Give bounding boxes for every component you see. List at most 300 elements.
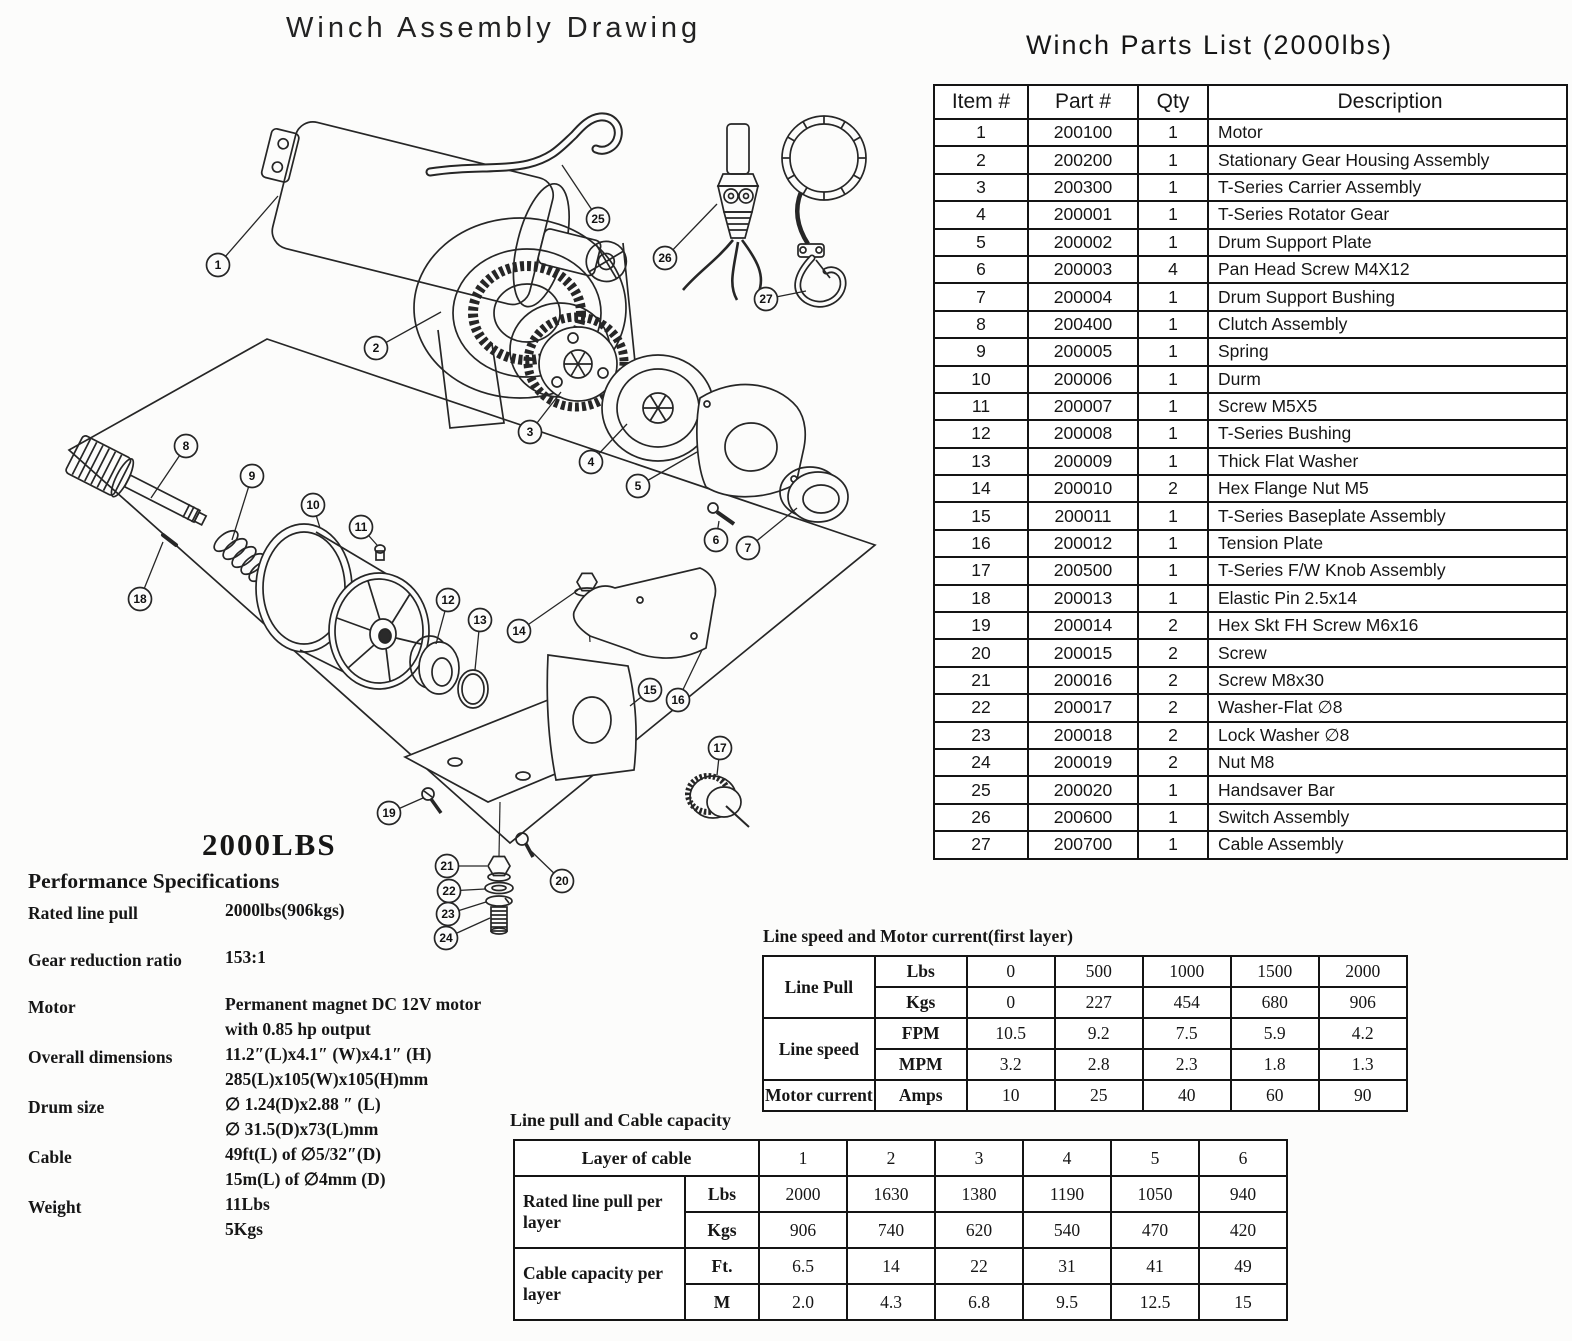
svg-text:3: 3 — [526, 425, 534, 440]
parts-cell-item-number: 5 — [934, 229, 1028, 256]
line-speed-body — [763, 956, 1407, 1111]
model-label: 2000LBS — [202, 827, 337, 862]
svg-text:27: 27 — [759, 292, 773, 307]
cable-capacity-value: 12.5 — [1111, 1284, 1199, 1320]
parts-table-row — [934, 338, 1567, 365]
parts-cell-item-number: 6 — [934, 256, 1028, 283]
line-speed-value: 2000 — [1319, 956, 1407, 987]
spec-list — [28, 898, 528, 1242]
parts-table-row — [934, 776, 1567, 803]
cable-capacity-value: 6.5 — [759, 1248, 847, 1284]
parts-cell-description: T-Series Bushing — [1208, 420, 1567, 447]
line-speed-value: 1500 — [1231, 956, 1319, 987]
parts-cell-description: Drum Support Bushing — [1208, 283, 1567, 310]
callout-6 — [705, 529, 728, 552]
spec-label: Weight — [28, 1197, 82, 1217]
parts-table-row — [934, 420, 1567, 447]
parts-header-description: Description — [1208, 85, 1567, 119]
parts-cell-qty: 1 — [1138, 502, 1208, 529]
spec-label: Cable — [28, 1147, 72, 1167]
winch-assembly-diagram — [0, 0, 935, 960]
parts-cell-description: Thick Flat Washer — [1208, 448, 1567, 475]
cable-capacity-unit: Ft. — [685, 1248, 759, 1284]
pan-head-screw-part — [708, 503, 734, 524]
parts-cell-item-number: 13 — [934, 448, 1028, 475]
line-speed-value: 40 — [1143, 1080, 1231, 1111]
cable-capacity-value: 1630 — [847, 1176, 935, 1212]
callout-13 — [469, 609, 492, 632]
cable-capacity-title: Line pull and Cable capacity — [510, 1110, 732, 1130]
callout-15 — [639, 679, 662, 702]
parts-cell-part-number: 200400 — [1028, 311, 1138, 338]
parts-cell-description: Drum Support Plate — [1208, 229, 1567, 256]
parts-cell-item-number: 2 — [934, 146, 1028, 173]
svg-text:5: 5 — [634, 479, 642, 494]
line-speed-value: 0 — [967, 987, 1055, 1018]
parts-cell-description: Switch Assembly — [1208, 804, 1567, 831]
line-speed-value: 1000 — [1143, 956, 1231, 987]
spec-value-line: 285(L)x105(W)x105(H)mm — [225, 1069, 429, 1089]
parts-table-row — [934, 475, 1567, 502]
parts-table-row — [934, 694, 1567, 721]
parts-cell-qty: 1 — [1138, 283, 1208, 310]
screw-m5-part — [375, 545, 385, 560]
svg-text:17: 17 — [713, 741, 727, 756]
cable-capacity-value: 1380 — [935, 1176, 1023, 1212]
spec-value-line: 5Kgs — [225, 1219, 263, 1239]
callout-17 — [709, 737, 732, 760]
cable-capacity-layer: 6 — [1199, 1140, 1287, 1176]
parts-cell-item-number: 25 — [934, 776, 1028, 803]
parts-cell-description: Hex Skt FH Screw M6x16 — [1208, 612, 1567, 639]
svg-text:18: 18 — [133, 592, 147, 607]
parts-table-row — [934, 639, 1567, 666]
spec-label: Motor — [28, 997, 76, 1017]
svg-text:20: 20 — [555, 874, 569, 889]
spec-values — [225, 1042, 431, 1092]
svg-text:21: 21 — [440, 859, 454, 874]
parts-cell-description: Hex Flange Nut M5 — [1208, 475, 1567, 502]
parts-table-row — [934, 283, 1567, 310]
line-speed-title: Line speed and Motor current(first layer) — [763, 926, 1073, 946]
spec-value-line: 2000lbs(906kgs) — [225, 900, 345, 920]
spec-values — [225, 1192, 270, 1242]
parts-cell-description: Durm — [1208, 366, 1567, 393]
line-speed-row — [763, 1080, 1407, 1111]
parts-cell-part-number: 200020 — [1028, 776, 1138, 803]
spec-label: Gear reduction ratio — [28, 950, 182, 970]
svg-text:25: 25 — [591, 212, 605, 227]
parts-table-row — [934, 557, 1567, 584]
parts-table-row — [934, 530, 1567, 557]
parts-cell-part-number: 200005 — [1028, 338, 1138, 365]
svg-text:6: 6 — [712, 533, 720, 548]
parts-cell-part-number: 200018 — [1028, 722, 1138, 749]
parts-cell-item-number: 17 — [934, 557, 1028, 584]
line-speed-value: 906 — [1319, 987, 1407, 1018]
parts-cell-qty: 1 — [1138, 119, 1208, 146]
parts-cell-description: Handsaver Bar — [1208, 776, 1567, 803]
callout-14 — [508, 620, 531, 643]
parts-cell-description: Cable Assembly — [1208, 831, 1567, 858]
parts-cell-part-number: 200006 — [1028, 366, 1138, 393]
parts-cell-description: Nut M8 — [1208, 749, 1567, 776]
cable-capacity-value: 470 — [1111, 1212, 1199, 1248]
svg-text:14: 14 — [512, 624, 526, 639]
cable-capacity-value: 620 — [935, 1212, 1023, 1248]
parts-table-row — [934, 201, 1567, 228]
parts-cell-qty: 1 — [1138, 776, 1208, 803]
parts-table-row — [934, 393, 1567, 420]
parts-cell-description: T-Series Rotator Gear — [1208, 201, 1567, 228]
line-speed-group-label: Line Pull — [763, 956, 875, 1018]
parts-table-row — [934, 667, 1567, 694]
spec-value-line: ∅ 1.24(D)x2.88 ″ (L) — [225, 1094, 381, 1114]
svg-text:23: 23 — [441, 907, 455, 922]
svg-text:9: 9 — [248, 469, 256, 484]
parts-list-title: Winch Parts List (2000lbs) — [1026, 30, 1394, 60]
cable-assembly-part — [782, 116, 866, 304]
parts-table — [933, 84, 1568, 860]
spec-item — [28, 898, 528, 945]
svg-text:7: 7 — [744, 541, 752, 556]
callout-11 — [350, 516, 373, 539]
elastic-pin-part — [163, 535, 176, 545]
cable-capacity-head-row — [514, 1140, 1287, 1176]
spec-label: Drum size — [28, 1097, 105, 1117]
line-speed-unit: Amps — [875, 1080, 967, 1111]
cable-capacity-value: 420 — [1199, 1212, 1287, 1248]
callout-27 — [755, 288, 778, 311]
cable-capacity-value: 740 — [847, 1212, 935, 1248]
line-speed-value: 0 — [967, 956, 1055, 987]
parts-cell-item-number: 9 — [934, 338, 1028, 365]
parts-cell-part-number: 200015 — [1028, 639, 1138, 666]
parts-cell-item-number: 4 — [934, 201, 1028, 228]
parts-cell-item-number: 22 — [934, 694, 1028, 721]
spec-value-line: 153:1 — [225, 947, 266, 967]
line-speed-unit: MPM — [875, 1049, 967, 1080]
svg-text:13: 13 — [473, 613, 487, 628]
callout-20 — [551, 870, 574, 893]
parts-cell-item-number: 3 — [934, 174, 1028, 201]
line-speed-value: 90 — [1319, 1080, 1407, 1111]
parts-cell-item-number: 20 — [934, 639, 1028, 666]
parts-header-item: Item # — [934, 85, 1028, 119]
parts-cell-qty: 1 — [1138, 338, 1208, 365]
parts-cell-item-number: 19 — [934, 612, 1028, 639]
callout-4 — [580, 451, 603, 474]
cable-capacity-group-label: Cable capacity per layer — [514, 1248, 685, 1320]
parts-cell-part-number: 200010 — [1028, 475, 1138, 502]
svg-text:24: 24 — [439, 931, 453, 946]
parts-table-row — [934, 749, 1567, 776]
parts-cell-item-number: 14 — [934, 475, 1028, 502]
parts-cell-qty: 2 — [1138, 749, 1208, 776]
parts-table-row — [934, 366, 1567, 393]
parts-cell-qty: 1 — [1138, 420, 1208, 447]
spec-item — [28, 1192, 528, 1242]
parts-table-body — [934, 119, 1567, 859]
svg-text:8: 8 — [182, 439, 190, 454]
parts-cell-qty: 2 — [1138, 722, 1208, 749]
spec-item — [28, 992, 528, 1042]
callout-10 — [302, 494, 325, 517]
callout-2 — [365, 337, 388, 360]
cable-capacity-value: 2000 — [759, 1176, 847, 1212]
line-speed-value: 454 — [1143, 987, 1231, 1018]
parts-cell-description: Stationary Gear Housing Assembly — [1208, 146, 1567, 173]
line-speed-group-label: Line speed — [763, 1018, 875, 1080]
cable-capacity-row — [514, 1248, 1287, 1284]
svg-text:2: 2 — [372, 341, 380, 356]
line-speed-value: 227 — [1055, 987, 1143, 1018]
spec-value-line: Permanent magnet DC 12V motor — [225, 994, 482, 1014]
parts-cell-qty: 1 — [1138, 804, 1208, 831]
parts-cell-qty: 1 — [1138, 530, 1208, 557]
callout-21 — [436, 855, 459, 878]
parts-cell-description: Screw — [1208, 639, 1567, 666]
svg-text:26: 26 — [658, 251, 672, 266]
parts-table-row — [934, 831, 1567, 858]
spec-value-line: with 0.85 hp output — [225, 1019, 371, 1039]
line-speed-value: 9.2 — [1055, 1018, 1143, 1049]
spec-item — [28, 1092, 528, 1142]
hex-socket-screw-part — [422, 788, 441, 813]
callout-3 — [519, 421, 542, 444]
spec-values — [225, 1092, 381, 1142]
cable-capacity-unit: Kgs — [685, 1212, 759, 1248]
parts-cell-qty: 1 — [1138, 366, 1208, 393]
parts-cell-part-number: 200016 — [1028, 667, 1138, 694]
parts-cell-part-number: 200100 — [1028, 119, 1138, 146]
callout-19 — [378, 802, 401, 825]
parts-table-row — [934, 229, 1567, 256]
line-speed-value: 10.5 — [967, 1018, 1055, 1049]
parts-cell-part-number: 200017 — [1028, 694, 1138, 721]
parts-cell-qty: 2 — [1138, 612, 1208, 639]
cable-capacity-value: 14 — [847, 1248, 935, 1284]
parts-cell-item-number: 15 — [934, 502, 1028, 529]
svg-text:16: 16 — [671, 693, 685, 708]
callout-7 — [737, 537, 760, 560]
drum-part — [256, 524, 429, 689]
svg-text:11: 11 — [354, 520, 368, 535]
parts-cell-qty: 2 — [1138, 475, 1208, 502]
spec-label: Rated line pull — [28, 903, 138, 923]
line-speed-unit: FPM — [875, 1018, 967, 1049]
parts-header-qty: Qty — [1138, 85, 1208, 119]
svg-text:12: 12 — [441, 593, 455, 608]
callout-18 — [129, 588, 152, 611]
parts-cell-description: T-Series Carrier Assembly — [1208, 174, 1567, 201]
parts-cell-item-number: 10 — [934, 366, 1028, 393]
spec-value-line: 11.2″(L)x4.1″ (W)x4.1″ (H) — [225, 1044, 432, 1064]
parts-cell-qty: 1 — [1138, 311, 1208, 338]
parts-cell-description: Screw M8x30 — [1208, 667, 1567, 694]
cable-capacity-value: 4.3 — [847, 1284, 935, 1320]
spec-item — [28, 1042, 528, 1092]
spec-item — [28, 945, 528, 992]
line-speed-value: 10 — [967, 1080, 1055, 1111]
line-speed-value: 500 — [1055, 956, 1143, 987]
flat-washer-part — [458, 670, 488, 708]
cable-capacity-value: 9.5 — [1023, 1284, 1111, 1320]
parts-cell-item-number: 21 — [934, 667, 1028, 694]
cable-capacity-value: 540 — [1023, 1212, 1111, 1248]
line-speed-value: 25 — [1055, 1080, 1143, 1111]
parts-cell-part-number: 200600 — [1028, 804, 1138, 831]
callout-1 — [207, 254, 230, 277]
parts-cell-qty: 1 — [1138, 448, 1208, 475]
fw-knob-part — [688, 776, 749, 827]
callout-8 — [175, 435, 198, 458]
parts-cell-item-number: 12 — [934, 420, 1028, 447]
cable-capacity-value: 49 — [1199, 1248, 1287, 1284]
line-speed-value: 680 — [1231, 987, 1319, 1018]
callout-leader-1 — [218, 196, 278, 265]
line-speed-value: 5.9 — [1231, 1018, 1319, 1049]
line-speed-unit: Kgs — [875, 987, 967, 1018]
line-speed-table — [762, 955, 1408, 1112]
callout-9 — [241, 465, 264, 488]
parts-cell-part-number: 200019 — [1028, 749, 1138, 776]
switch-assembly-part — [683, 124, 761, 300]
parts-cell-item-number: 23 — [934, 722, 1028, 749]
parts-cell-part-number: 200700 — [1028, 831, 1138, 858]
spec-value-line: ∅ 31.5(D)x73(L)mm — [225, 1119, 379, 1139]
parts-cell-qty: 1 — [1138, 174, 1208, 201]
line-speed-value: 2.8 — [1055, 1049, 1143, 1080]
cable-capacity-value: 906 — [759, 1212, 847, 1248]
line-speed-value: 60 — [1231, 1080, 1319, 1111]
parts-cell-part-number: 200300 — [1028, 174, 1138, 201]
cable-capacity-layer: 1 — [759, 1140, 847, 1176]
cable-capacity-value: 22 — [935, 1248, 1023, 1284]
parts-cell-part-number: 200200 — [1028, 146, 1138, 173]
parts-cell-qty: 1 — [1138, 393, 1208, 420]
cable-capacity-value: 15 — [1199, 1284, 1287, 1320]
parts-table-row — [934, 585, 1567, 612]
parts-header-part: Part # — [1028, 85, 1138, 119]
cable-capacity-row — [514, 1176, 1287, 1212]
cable-capacity-value: 1050 — [1111, 1176, 1199, 1212]
parts-cell-description: Pan Head Screw M4X12 — [1208, 256, 1567, 283]
parts-table-row — [934, 174, 1567, 201]
parts-cell-part-number: 200009 — [1028, 448, 1138, 475]
spec-value-line: 49ft(L) of ∅5/32″(D) — [225, 1144, 382, 1164]
cable-capacity-corner-label: Layer of cable — [514, 1140, 759, 1176]
parts-cell-item-number: 26 — [934, 804, 1028, 831]
bolt-axis-line — [499, 802, 500, 856]
cable-capacity-value: 41 — [1111, 1248, 1199, 1284]
parts-cell-item-number: 7 — [934, 283, 1028, 310]
spec-values — [225, 1142, 386, 1192]
parts-cell-qty: 1 — [1138, 229, 1208, 256]
parts-cell-description: Tension Plate — [1208, 530, 1567, 557]
cable-capacity-layer: 4 — [1023, 1140, 1111, 1176]
parts-cell-description: Washer-Flat ∅8 — [1208, 694, 1567, 721]
parts-cell-part-number: 200011 — [1028, 502, 1138, 529]
parts-cell-item-number: 11 — [934, 393, 1028, 420]
parts-cell-qty: 1 — [1138, 557, 1208, 584]
handsaver-bar-part — [430, 117, 618, 172]
line-speed-unit: Lbs — [875, 956, 967, 987]
spec-value-line: 11Lbs — [225, 1194, 270, 1214]
drum-support-plate-part — [697, 385, 805, 497]
parts-cell-description: T-Series F/W Knob Assembly — [1208, 557, 1567, 584]
cable-capacity-group-label: Rated line pull per layer — [514, 1176, 685, 1248]
spec-values — [225, 898, 345, 923]
parts-cell-qty: 1 — [1138, 201, 1208, 228]
spec-item — [28, 1142, 528, 1192]
parts-cell-item-number: 24 — [934, 749, 1028, 776]
cable-capacity-value: 31 — [1023, 1248, 1111, 1284]
parts-cell-item-number: 27 — [934, 831, 1028, 858]
parts-cell-part-number: 200500 — [1028, 557, 1138, 584]
svg-text:15: 15 — [643, 683, 657, 698]
parts-cell-qty: 1 — [1138, 585, 1208, 612]
parts-table-row — [934, 256, 1567, 283]
line-speed-value: 3.2 — [967, 1049, 1055, 1080]
cable-capacity-unit: M — [685, 1284, 759, 1320]
spec-values — [225, 992, 481, 1042]
specs-title: Performance Specifications — [28, 869, 280, 893]
line-speed-value: 4.2 — [1319, 1018, 1407, 1049]
parts-cell-part-number: 200008 — [1028, 420, 1138, 447]
parts-cell-item-number: 1 — [934, 119, 1028, 146]
cable-capacity-body — [514, 1176, 1287, 1320]
cable-capacity-value: 2.0 — [759, 1284, 847, 1320]
spec-label: Overall dimensions — [28, 1047, 173, 1067]
callout-12 — [437, 589, 460, 612]
callout-26 — [654, 247, 677, 270]
line-speed-value: 7.5 — [1143, 1018, 1231, 1049]
svg-text:19: 19 — [382, 806, 396, 821]
parts-table-row — [934, 804, 1567, 831]
line-speed-row — [763, 956, 1407, 987]
spec-values — [225, 945, 266, 970]
spec-value-line: 15m(L) of ∅4mm (D) — [225, 1169, 386, 1189]
cable-capacity-layer: 2 — [847, 1140, 935, 1176]
parts-cell-part-number: 200012 — [1028, 530, 1138, 557]
line-speed-value: 1.3 — [1319, 1049, 1407, 1080]
parts-table-row — [934, 311, 1567, 338]
callout-16 — [667, 689, 690, 712]
parts-table-row — [934, 502, 1567, 529]
line-speed-value: 1.8 — [1231, 1049, 1319, 1080]
parts-cell-item-number: 18 — [934, 585, 1028, 612]
cable-capacity-unit: Lbs — [685, 1176, 759, 1212]
parts-table-row — [934, 119, 1567, 146]
parts-cell-description: Motor — [1208, 119, 1567, 146]
svg-text:10: 10 — [306, 498, 320, 513]
parts-cell-description: Elastic Pin 2.5x14 — [1208, 585, 1567, 612]
svg-text:1: 1 — [214, 258, 222, 273]
parts-table-row — [934, 612, 1567, 639]
parts-cell-part-number: 200003 — [1028, 256, 1138, 283]
parts-cell-description: Lock Washer ∅8 — [1208, 722, 1567, 749]
svg-text:22: 22 — [442, 884, 456, 899]
cable-capacity-table — [513, 1139, 1288, 1321]
parts-cell-part-number: 200002 — [1028, 229, 1138, 256]
cable-capacity-layer: 5 — [1111, 1140, 1199, 1176]
parts-cell-part-number: 200013 — [1028, 585, 1138, 612]
callout-25 — [587, 208, 610, 231]
parts-cell-qty: 1 — [1138, 146, 1208, 173]
parts-cell-description: Clutch Assembly — [1208, 311, 1567, 338]
parts-cell-qty: 2 — [1138, 639, 1208, 666]
